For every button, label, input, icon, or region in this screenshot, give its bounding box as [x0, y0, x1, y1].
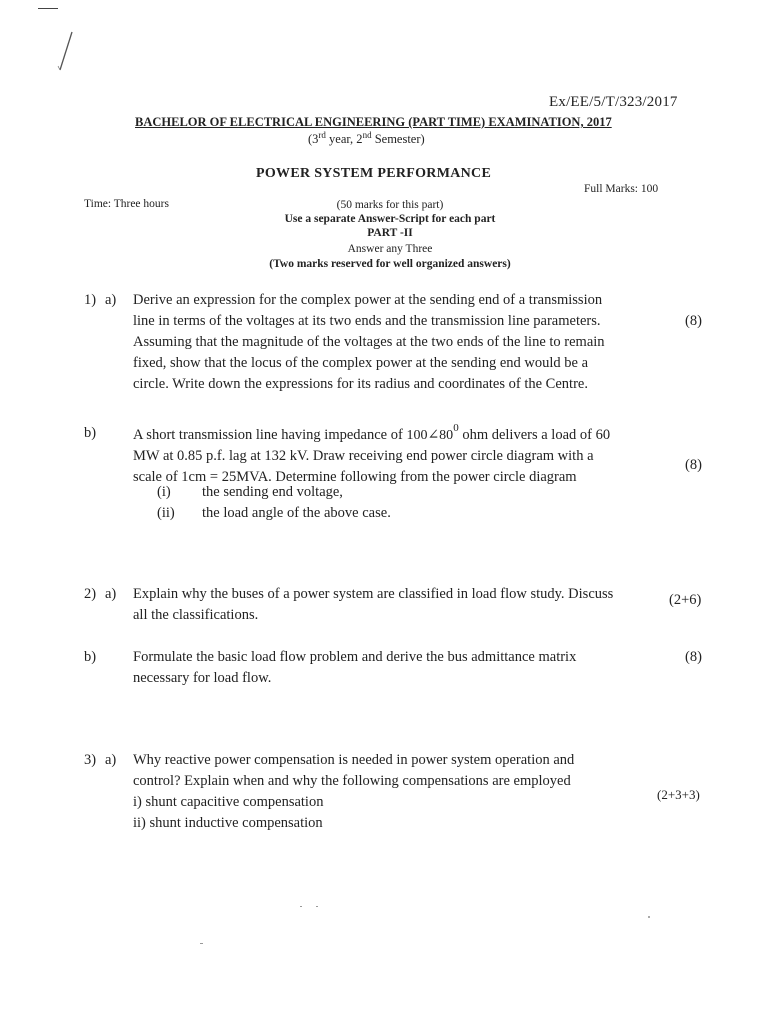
- q2b-marks: (8): [685, 649, 702, 665]
- q1b-text: [133, 418, 610, 488]
- q1b-marks: (8): [685, 457, 702, 473]
- q2a-line: all the classifications.: [133, 607, 259, 623]
- q1b-line: A short transmission line having impedance of $100\angle 80^0$ ohm delivers a load of 60: [133, 422, 611, 443]
- reserved-marks-note: (Two marks reserved for well organized answers): [269, 258, 511, 270]
- q1b-line: MW at 0.85 p.f. lag at 132 kV. Draw receiving end power circle diagram with a: [133, 448, 594, 464]
- marks-for-part: (50 marks for this part): [336, 199, 444, 211]
- q3a-line: i) shunt capacitive compensation: [133, 794, 324, 810]
- q1a-line: fixed, show that the locus of the complex power at the sending end would be a: [133, 355, 589, 371]
- q2a-marks: (2+6): [669, 592, 702, 608]
- q1b-line: scale of 1cm = 25MVA. Determine following from the power circle diagram: [133, 469, 577, 485]
- q1a-marks: (8): [685, 313, 702, 329]
- exam-time: Time: Three hours: [84, 198, 169, 210]
- q1-number: 1): [84, 292, 97, 308]
- q2b-label: b): [84, 649, 97, 665]
- q1a-line: line in terms of the voltages at its two ends and the transmission line parameters.: [133, 313, 601, 329]
- q1b-item-text: the load angle of the above case.: [202, 505, 391, 521]
- q1b-item-label: (i): [157, 484, 171, 500]
- q3-number: 3): [84, 752, 97, 768]
- answer-any-note: Answer any Three: [347, 243, 433, 255]
- separate-script-note: Use a separate Answer-Script for each part: [284, 213, 496, 225]
- full-marks: Full Marks: 100: [584, 183, 659, 195]
- year-semester: (3rd year, 2nd Semester): [308, 130, 425, 147]
- q1a-text: [133, 290, 605, 395]
- q2b-text: [133, 647, 576, 689]
- q3a-line: Why reactive power compensation is needed in power system operation and: [133, 752, 575, 768]
- q2-number: 2): [84, 586, 97, 602]
- paper-code: Ex/EE/5/T/323/2017: [549, 94, 678, 110]
- q2a-text: [133, 584, 613, 626]
- q1b-item-label: (ii): [157, 505, 175, 521]
- q1a-line: circle. Write down the expressions for its radius and coordinates of the Centre.: [133, 376, 588, 392]
- scan-speck: [300, 906, 302, 907]
- q3a-marks: (2+3+3): [657, 787, 700, 802]
- exam-title: BACHELOR OF ELECTRICAL ENGINEERING (PART TIME) EXAMINATION, 2017: [135, 115, 612, 129]
- q1b-item-text: the sending end voltage,: [202, 484, 343, 500]
- q3a-line: ii) shunt inductive compensation: [133, 815, 323, 831]
- q3a-label: a): [105, 752, 117, 768]
- q1a-line: Assuming that the magnitude of the voltages at the two ends of the line to remain: [133, 334, 605, 350]
- scan-speck: [316, 906, 318, 907]
- part-label: PART -II: [367, 227, 413, 239]
- impedance-value: $100\angle 80^0$: [406, 422, 459, 443]
- scan-speck: [200, 943, 203, 944]
- q2b-line: Formulate the basic load flow problem and derive the bus admittance matrix: [133, 649, 577, 665]
- scan-mark-top: [38, 8, 58, 9]
- q1b-label: b): [84, 425, 97, 441]
- q3a-text: [133, 750, 574, 834]
- q2a-line: Explain why the buses of a power system are classified in load flow study. Discuss: [133, 586, 614, 602]
- q1a-line: Derive an expression for the complex power at the sending end of a transmission: [133, 292, 603, 308]
- q2a-label: a): [105, 586, 117, 602]
- q2b-line: necessary for load flow.: [133, 670, 272, 686]
- scan-speck: [648, 916, 650, 918]
- q1a-label: a): [105, 292, 117, 308]
- pen-tick-mark: [52, 30, 92, 80]
- subject-title: POWER SYSTEM PERFORMANCE: [256, 166, 492, 181]
- q3a-line: control? Explain when and why the following compensations are employed: [133, 773, 571, 789]
